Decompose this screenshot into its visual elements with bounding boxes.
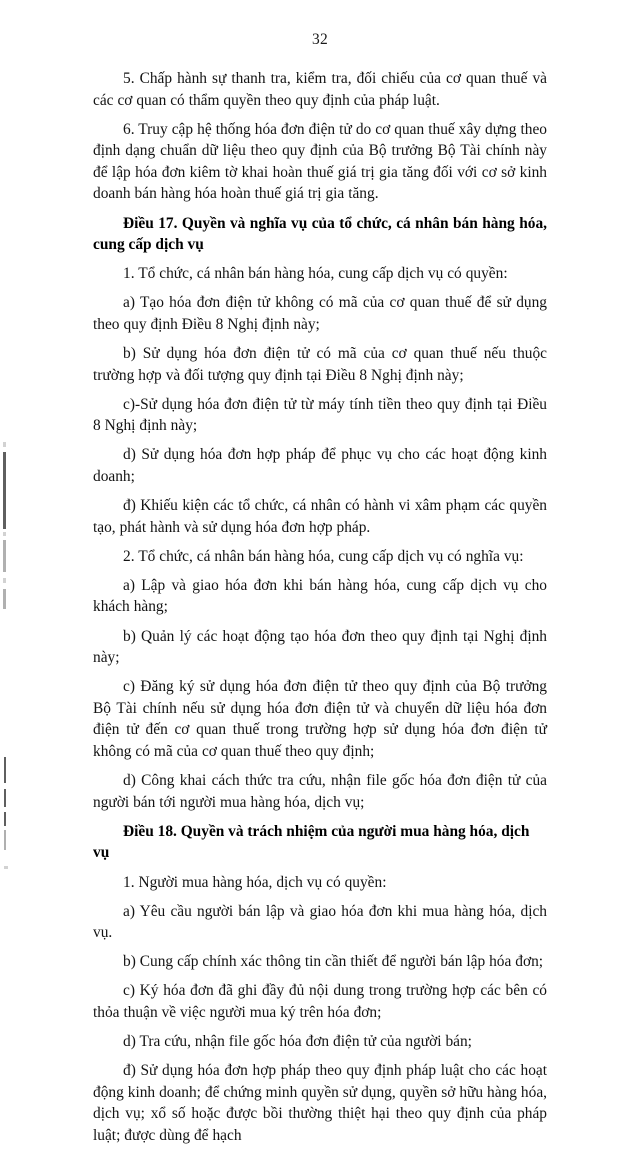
- heading-dieu-18: Điều 18. Quyền và trách nhiệm của người mua hàng hóa, dịch vụ: [93, 822, 530, 862]
- scan-artifact-mark: [3, 540, 6, 572]
- paragraph-dieu-17-clause-2: 2. Tổ chức, cá nhân bán hàng hóa, cung cấp dịch vụ có nghĩa vụ:: [123, 547, 524, 565]
- heading-dieu-17: Điều 17. Quyền và nghĩa vụ của tổ chức, cá nhân bán hàng hóa, cung cấp dịch vụ: [93, 214, 547, 254]
- paragraph-dieu-18-1-dd: đ) Sử dụng hóa đơn hợp pháp theo quy định pháp luật cho các hoạt động kinh doanh; để chứng minh quyền sử dụng, quyền sở hữu hàng hóa, dịch vụ; xổ số hoặc được bồi thường thiệt hại theo quy định của pháp luật; được dùng để hạch: [93, 1062, 547, 1144]
- paragraph-clause-5: 5. Chấp hành sự thanh tra, kiểm tra, đối chiếu của cơ quan thuế và các cơ quan có thẩm quyền theo quy định của pháp luật.: [93, 70, 547, 109]
- scan-artifact-mark: [3, 589, 6, 609]
- scan-artifact-mark: [3, 442, 6, 447]
- scan-artifact-mark: [4, 812, 6, 826]
- paragraph-dieu-17-1-dd: đ) Khiếu kiện các tổ chức, cá nhân có hành vi xâm phạm các quyền tạo, phát hành và sử dụng hóa đơn hợp pháp.: [93, 497, 547, 536]
- paragraph-dieu-18-1-a: a) Yêu cầu người bán lập và giao hóa đơn khi mua hàng hóa, dịch vụ.: [93, 902, 547, 942]
- paragraph-dieu-17-1-d: d) Sử dụng hóa đơn hợp pháp để phục vụ cho các hoạt động kinh doanh;: [93, 446, 547, 485]
- scan-artifact-mark: [4, 789, 6, 807]
- scan-artifact-mark: [3, 452, 6, 529]
- page-number: 32: [312, 31, 328, 48]
- paragraph-dieu-17-1-a: a) Tạo hóa đơn điện tử không có mã của cơ quan thuế để sử dụng theo quy định Điều 8 Nghị định này;: [93, 294, 547, 333]
- scan-artifact-mark: [4, 830, 6, 850]
- document-body: [93, 68, 547, 1154]
- paragraph-dieu-17-2-b: b) Quản lý các hoạt động tạo hóa đơn theo quy định tại Nghị định này;: [93, 627, 547, 667]
- scan-artifact-mark: [3, 578, 6, 583]
- paragraph-dieu-18-1-b: b) Cung cấp chính xác thông tin cần thiết để người bán lập hóa đơn;: [123, 953, 544, 971]
- scan-artifact-mark: [4, 757, 6, 783]
- paragraph-dieu-17-1-c: c)-Sử dụng hóa đơn điện tử từ máy tính tiền theo quy định tại Điều 8 Nghị định này;: [93, 395, 547, 435]
- paragraph-dieu-17-2-a: a) Lập và giao hóa đơn khi bán hàng hóa, cung cấp dịch vụ cho khách hàng;: [93, 576, 547, 616]
- paragraph-dieu-17-2-d: d) Công khai cách thức tra cứu, nhận file gốc hóa đơn điện tử của người bán tới người mua hàng hóa, dịch vụ;: [93, 772, 547, 811]
- paragraph-dieu-17-2-c: c) Đăng ký sử dụng hóa đơn điện tử theo quy định của Bộ trưởng Bộ Tài chính nếu sử dụng hóa đơn điện tử và chuyển dữ liệu hóa đơn điện tử đến cơ quan thuế trong trường hợp sử dụng hóa đơn điện tử không có mã của cơ quan thuế theo quy định;: [93, 678, 547, 761]
- paragraph-dieu-18-1-d: d) Tra cứu, nhận file gốc hóa đơn điện tử của người bán;: [123, 1033, 472, 1051]
- paragraph-dieu-17-1-b: b) Sử dụng hóa đơn điện tử có mã của cơ quan thuế nếu thuộc trường hợp và đối tượng quy định tại Điều 8 Nghị định này;: [93, 345, 547, 384]
- paragraph-clause-6: 6. Truy cập hệ thống hóa đơn điện tử do cơ quan thuế xây dựng theo định dạng chuẩn dữ liệu theo quy định của Bộ trưởng Bộ Tài chính này để lập hóa đơn kiêm tờ khai hoàn thuế giá trị gia tăng đối với cơ sở kinh doanh bán hàng hóa hoàn thuế giá trị gia tăng.: [93, 120, 547, 203]
- scan-artifact-mark: [4, 866, 8, 869]
- paragraph-dieu-17-clause-1: 1. Tổ chức, cá nhân bán hàng hóa, cung cấp dịch vụ có quyền:: [123, 265, 508, 283]
- paragraph-dieu-18-clause-1: 1. Người mua hàng hóa, dịch vụ có quyền:: [123, 873, 387, 891]
- paragraph-dieu-18-1-c: c) Ký hóa đơn đã ghi đầy đủ nội dung trong trường hợp các bên có thỏa thuận về việc người mua ký trên hóa đơn;: [93, 982, 547, 1021]
- scan-artifact-mark: [3, 532, 6, 536]
